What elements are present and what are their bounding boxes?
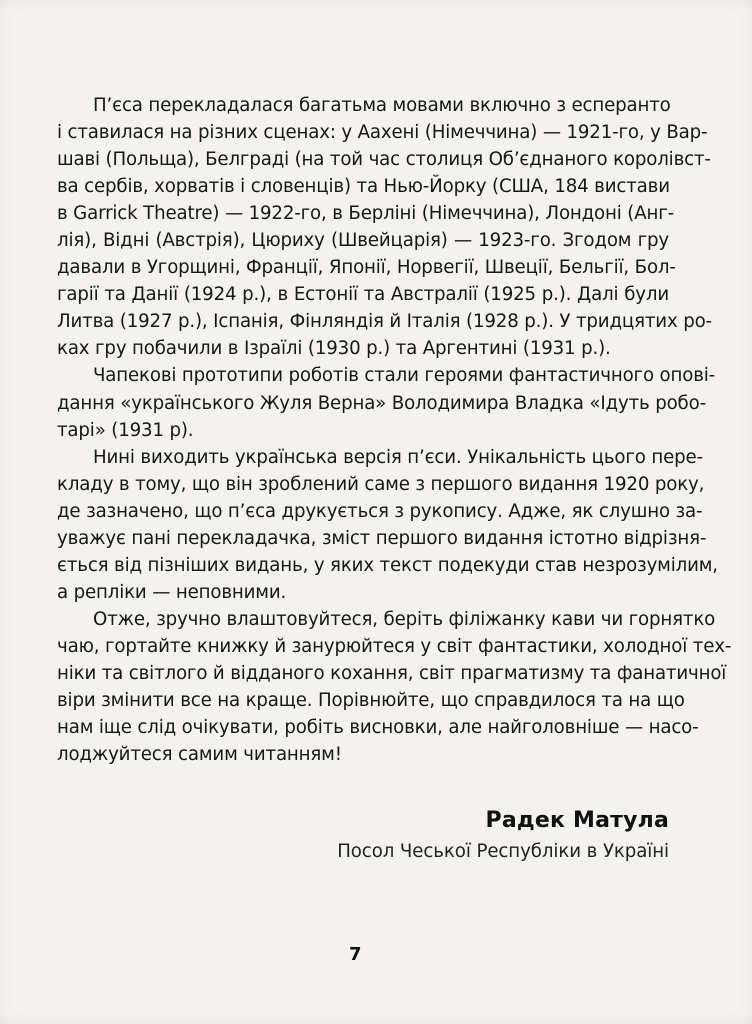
text-line: а репліки — неповними. <box>57 581 287 603</box>
text-line: кладу в тому, що він зроблений саме з першого видання 1920 року, <box>57 473 705 495</box>
text-line: ється від пізніших видань, у яких текст подекуди став незрозумілим, <box>57 554 718 576</box>
text-line: і ставилася на різних сценах: у Аахені (Німеччина) — 1921-го, у Вар- <box>57 122 708 144</box>
text-line: давали в Угорщині, Франції, Японії, Норвегії, Швеції, Бельгії, Бол- <box>57 257 676 279</box>
paragraph-2 <box>57 362 716 443</box>
text-line: уважує пані перекладачка, зміст першого видання істотно відрізня- <box>57 527 707 549</box>
text-line: шаві (Польща), Белграді (на той час столиця Об’єднаного королівст- <box>57 149 711 171</box>
text-line: віри змінити все на краще. Порівнюйте, що справдилося та на що <box>57 690 685 712</box>
text-line: лоджуйтеся самим читанням! <box>57 744 342 766</box>
page-number: 7 <box>349 944 362 965</box>
text-line: П’єса перекладалася багатьма мовами включно з есперанто <box>93 95 671 116</box>
paragraph-3 <box>57 444 718 606</box>
text-line: в Garrick Theatre) — 1922-го, в Берліні (Німеччина), Лондоні (Анг- <box>57 203 675 225</box>
text-line: Отже, зручно влаштовуйтеся, беріть філіжанку кави чи горнятко <box>93 608 716 630</box>
text-line: ках гру побачили в Ізраїлі (1930 р.) та Аргентині (1931 р.). <box>57 338 611 360</box>
text-line: ва сербів, хорватів і словенців) та Нью-Йорку (США, 184 вистави <box>57 176 670 198</box>
text-line: Литва (1927 р.), Іспанія, Фінляндія й Італія (1928 р.). У тридцятих ро- <box>57 311 712 333</box>
paragraph-4 <box>57 606 732 768</box>
signature-role: Посол Чеської Республіки в Україні <box>337 841 669 862</box>
text-line: Нині виходить українська версія п’єси. Унікальність цього пере- <box>93 446 703 468</box>
text-line: гарії та Данії (1924 р.), в Естонії та Австралії (1925 р.). Далі були <box>57 284 669 306</box>
signature-name: Радек Матула <box>485 808 669 833</box>
text-line: Чапекові прототипи роботів стали героями фантастичного опові- <box>93 365 716 387</box>
main-text <box>57 92 732 768</box>
text-line: тарі» (1931 р). <box>57 419 194 441</box>
paragraph-1 <box>57 92 712 362</box>
text-line: де зазначено, що п’єса друкується з рукопису. Адже, як слушно за- <box>57 500 703 522</box>
text-line: лія), Відні (Австрія), Цюриху (Швейцарія) — 1923-го. Згодом гру <box>57 230 669 252</box>
text-line: чаю, гортайте книжку й занурюйтеся у світ фантастики, холодної тех- <box>57 635 732 657</box>
text-line: дання «українського Жуля Верна» Володимира Владка «Ідуть робо- <box>57 392 706 414</box>
text-line: нам іще слід очікувати, робіть висновки, але найголовніше — насо- <box>57 717 699 739</box>
text-line: ніки та світлого й відданого кохання, світ прагматизму та фанатичної <box>57 662 727 684</box>
